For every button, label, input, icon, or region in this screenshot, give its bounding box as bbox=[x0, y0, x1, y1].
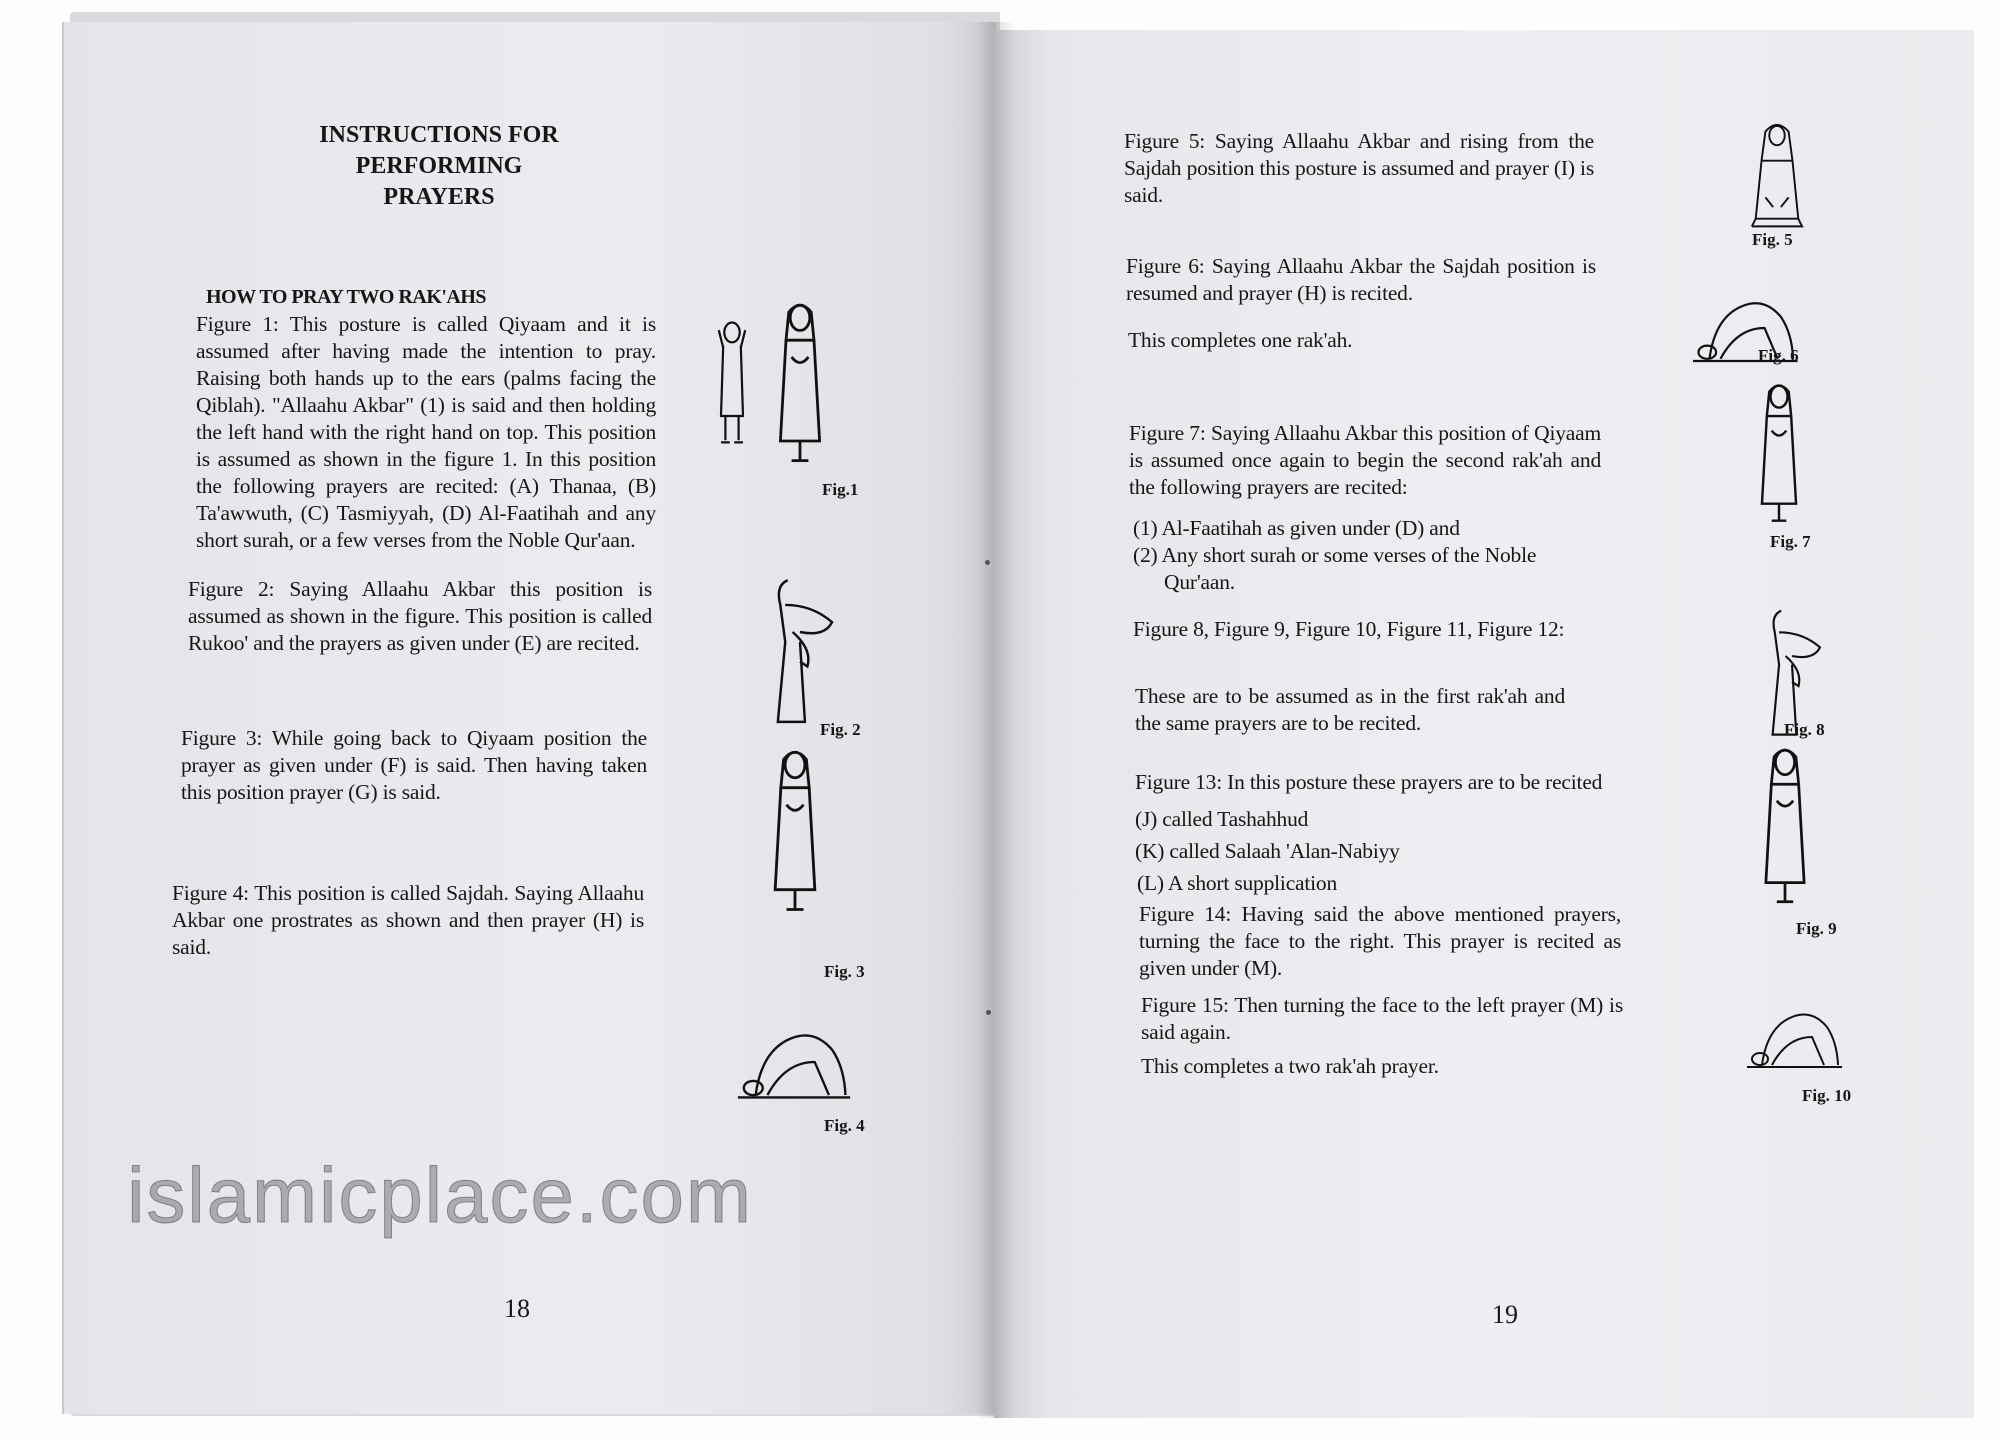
figure-7-label: Fig. 7 bbox=[1770, 532, 1811, 551]
figure-13-paragraph: Figure 13: In this posture these prayers are to be recited bbox=[1135, 770, 1603, 794]
list-item-2-continued: Qur'aan. bbox=[1164, 570, 1235, 594]
figure-6-sajdah-illustration bbox=[1658, 284, 1838, 372]
right-text-column bbox=[994, 128, 1623, 1080]
list-item-1: (1) Al-Faatihah as given under (D) and bbox=[1133, 516, 1460, 540]
one-rakah-text: This completes one rak'ah. bbox=[1128, 328, 1353, 352]
section-heading: HOW TO PRAY TWO RAK'AHS bbox=[206, 286, 487, 308]
figure-7-standing-illustration bbox=[1752, 382, 1806, 528]
figures-8-12-heading: Figure 8, Figure 9, Figure 10, Figure 11, Figure 12: bbox=[1133, 617, 1565, 641]
figure-1-label: Fig.1 bbox=[822, 480, 859, 499]
figure-15-paragraph: Figure 15: Then turning the face to the left prayer (M) is said again. bbox=[1141, 993, 1623, 1044]
page-number: 18 bbox=[504, 1294, 530, 1323]
figure-2-paragraph: Figure 2: Saying Allaahu Akbar this position is assumed as shown in the figure. This position is called Rukoo' and the prayers as given under (E) are recited. bbox=[188, 577, 652, 655]
figure-4-label: Fig. 4 bbox=[824, 1116, 865, 1135]
figure-7-paragraph: Figure 7: Saying Allaahu Akbar this position of Qiyaam is assumed once again to begin the second rak'ah and the following prayers are recited: bbox=[1129, 421, 1601, 499]
figure-4-paragraph: Figure 4: This position is called Sajdah. Saying Allaahu Akbar one prostrates as shown and then prayer (H) is said. bbox=[172, 881, 644, 959]
figure-3-paragraph: Figure 3: While going back to Qiyaam position the prayer as given under (F) is said. Then having taken this position prayer (G) is said. bbox=[181, 726, 647, 804]
binding-gutter bbox=[975, 22, 1015, 1418]
figure-4-sajdah-illustration bbox=[732, 1012, 862, 1112]
figure-9-label: Fig. 9 bbox=[1796, 919, 1837, 938]
left-text-column bbox=[64, 120, 656, 961]
figure-5-label: Fig. 5 bbox=[1752, 230, 1793, 249]
figure-9-standing-illustration bbox=[1754, 746, 1816, 910]
figure-6-paragraph: Figure 6: Saying Allaahu Akbar the Sajdah position is resumed and prayer (H) is recited. bbox=[1126, 254, 1596, 305]
figure-1-paragraph: Figure 1: This posture is called Qiyaam and it is assumed after having made the intention to pray. Raising both hands up to the ears (palms facing the Qiblah). "Allaahu Akbar" (1) is said and then holding the left hand with the right hand on top. This position is assumed as shown in the figure 1. In this position the following prayers are recited: (A) Thanaa, (B) Ta'awwuth, (C) Tasmiyyah, (D) Al-Faatihah and any short surah, or a few verses from the Noble Qur'aan. bbox=[196, 312, 656, 552]
right-page bbox=[994, 30, 1974, 1418]
same-prayers-paragraph: These are to be assumed as in the first rak'ah and the same prayers are to be recited. bbox=[1135, 684, 1565, 735]
figure-1-standing-illustration bbox=[772, 298, 828, 472]
watermark: islamicplace.com bbox=[127, 1151, 753, 1239]
figure-14-paragraph: Figure 14: Having said the above mentioned prayers, turning the face to the right. This prayer is recited as given under (M). bbox=[1139, 902, 1621, 980]
figure-3-label: Fig. 3 bbox=[824, 962, 865, 981]
figure-3-standing-illustration bbox=[764, 748, 826, 918]
page-title: INSTRUCTIONS FOR PERFORMING PRAYERS bbox=[319, 122, 559, 210]
figure-10-label: Fig. 10 bbox=[1802, 1086, 1852, 1105]
list-item-k: (K) called Salaah 'Alan-Nabiyy bbox=[1135, 839, 1400, 863]
staple-hole bbox=[985, 560, 990, 565]
figure-10-sajdah-illustration bbox=[1742, 976, 1852, 1098]
list-item-2: (2) Any short surah or some verses of the Noble bbox=[1133, 543, 1537, 567]
list-item-l: (L) A short supplication bbox=[1137, 871, 1338, 895]
figure-1-raising-hands-illustration bbox=[710, 298, 754, 468]
figure-8-rukoo-illustration bbox=[1752, 600, 1832, 740]
figure-2-rukoo-illustration bbox=[760, 568, 840, 728]
figure-8-label: Fig. 8 bbox=[1784, 720, 1825, 739]
figure-5-sitting-illustration bbox=[1742, 122, 1812, 238]
list-item-j: (J) called Tashahhud bbox=[1135, 807, 1309, 831]
figure-5-paragraph: Figure 5: Saying Allaahu Akbar and rising from the Sajdah position this posture is assumed and prayer (I) is said. bbox=[1124, 129, 1594, 207]
figure-2-label: Fig. 2 bbox=[820, 720, 861, 739]
page-number: 19 bbox=[1492, 1300, 1518, 1329]
staple-hole bbox=[986, 1010, 991, 1015]
two-rakah-text: This completes a two rak'ah prayer. bbox=[1141, 1054, 1439, 1078]
figure-6-label: Fig. 6 bbox=[1758, 346, 1799, 365]
